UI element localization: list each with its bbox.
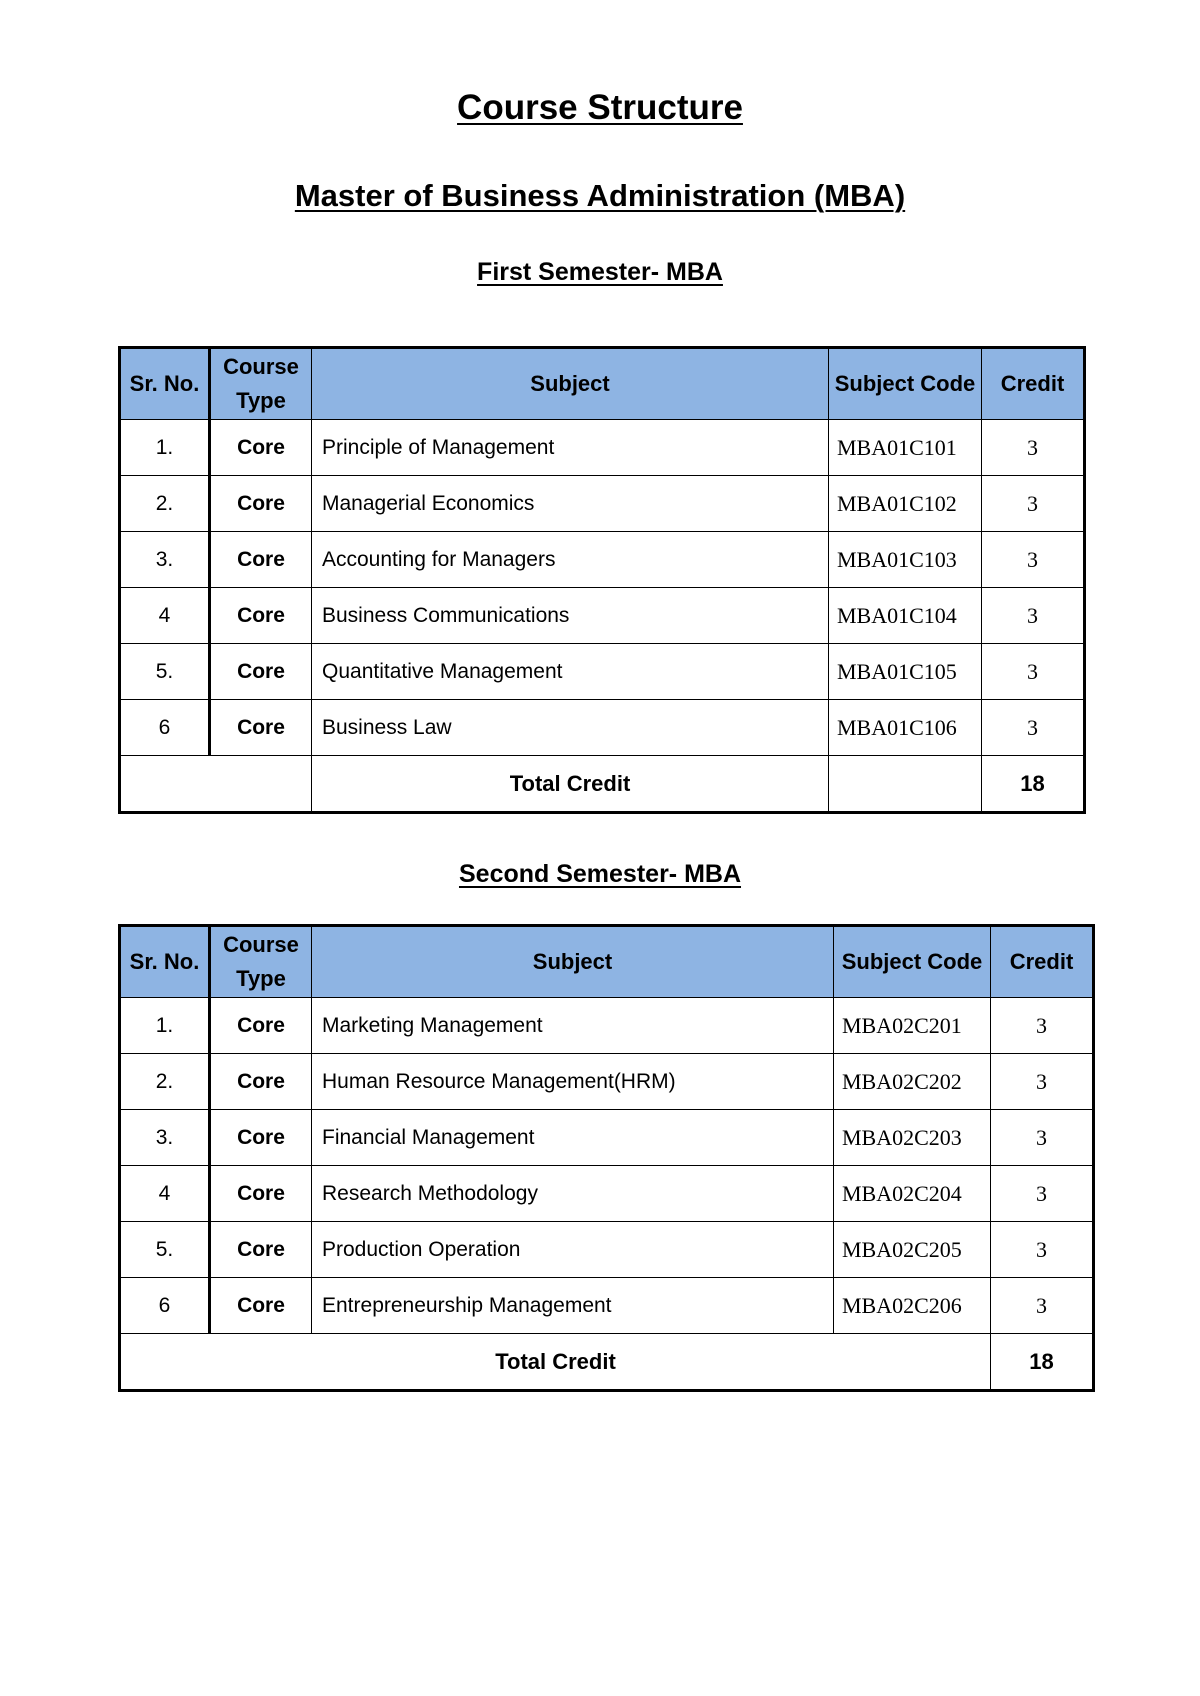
sr-no-cell: 5. bbox=[120, 644, 210, 700]
sr-no-cell: 6 bbox=[120, 700, 210, 756]
sr-no-cell: 2. bbox=[120, 1054, 210, 1110]
table-row bbox=[120, 1110, 1094, 1166]
course-type-cell: Core bbox=[210, 1278, 312, 1334]
course-type-cell: Core bbox=[210, 420, 312, 476]
credit-cell: 3 bbox=[982, 532, 1085, 588]
table-row bbox=[120, 420, 1085, 476]
subject-cell: Production Operation bbox=[312, 1222, 834, 1278]
subject-code-cell: MBA01C103 bbox=[829, 532, 982, 588]
course-type-cell: Core bbox=[210, 1054, 312, 1110]
subject-cell: Principle of Management bbox=[312, 420, 829, 476]
total-credit-label: Total Credit bbox=[120, 1334, 991, 1391]
sr-no-cell: 5. bbox=[120, 1222, 210, 1278]
credit-cell: 3 bbox=[991, 1278, 1094, 1334]
total-credit-value: 18 bbox=[991, 1334, 1094, 1391]
table-row bbox=[120, 532, 1085, 588]
credit-cell: 3 bbox=[982, 700, 1085, 756]
table-row bbox=[120, 1166, 1094, 1222]
course-type-cell: Core bbox=[210, 1110, 312, 1166]
course-type-cell: Core bbox=[210, 476, 312, 532]
header-subject-code: Subject Code bbox=[834, 926, 991, 998]
header-sr-no: Sr. No. bbox=[120, 348, 210, 420]
credit-cell: 3 bbox=[991, 998, 1094, 1054]
program-title: Master of Business Administration (MBA) bbox=[294, 178, 906, 213]
total-credit-label: Total Credit bbox=[312, 756, 829, 813]
table-header-row bbox=[120, 926, 1094, 998]
credit-cell: 3 bbox=[982, 644, 1085, 700]
table-row bbox=[120, 998, 1094, 1054]
subject-code-cell: MBA01C105 bbox=[829, 644, 982, 700]
subject-code-cell: MBA02C204 bbox=[834, 1166, 991, 1222]
total-empty-cell bbox=[829, 756, 982, 813]
subject-cell: Accounting for Managers bbox=[312, 532, 829, 588]
table-row bbox=[120, 1222, 1094, 1278]
subject-cell: Business Law bbox=[312, 700, 829, 756]
course-type-cell: Core bbox=[210, 1166, 312, 1222]
credit-cell: 3 bbox=[991, 1054, 1094, 1110]
subject-cell: Financial Management bbox=[312, 1110, 834, 1166]
course-type-cell: Core bbox=[210, 588, 312, 644]
header-credit: Credit bbox=[991, 926, 1094, 998]
total-credit-value: 18 bbox=[982, 756, 1085, 813]
table-header-row bbox=[120, 348, 1085, 420]
subject-cell: Business Communications bbox=[312, 588, 829, 644]
table-row bbox=[120, 700, 1085, 756]
subject-cell: Managerial Economics bbox=[312, 476, 829, 532]
header-subject-code: Subject Code bbox=[829, 348, 982, 420]
header-course-type: Course Type bbox=[210, 926, 312, 998]
course-type-cell: Core bbox=[210, 532, 312, 588]
total-empty-cell bbox=[120, 756, 312, 813]
page-title: Course Structure bbox=[457, 88, 743, 127]
credit-cell: 3 bbox=[982, 420, 1085, 476]
table-row bbox=[120, 476, 1085, 532]
header-sr-no: Sr. No. bbox=[120, 926, 210, 998]
subject-code-cell: MBA02C202 bbox=[834, 1054, 991, 1110]
total-row bbox=[120, 1334, 1094, 1391]
header-credit: Credit bbox=[982, 348, 1085, 420]
semester-1-heading: First Semester- MBA bbox=[477, 258, 723, 286]
subject-cell: Quantitative Management bbox=[312, 644, 829, 700]
semester-1-table bbox=[118, 346, 1086, 814]
credit-cell: 3 bbox=[991, 1166, 1094, 1222]
semester-2-table bbox=[118, 924, 1095, 1392]
sr-no-cell: 4 bbox=[120, 1166, 210, 1222]
credit-cell: 3 bbox=[991, 1110, 1094, 1166]
sr-no-cell: 6 bbox=[120, 1278, 210, 1334]
header-subject: Subject bbox=[312, 926, 834, 998]
table-row bbox=[120, 1278, 1094, 1334]
credit-cell: 3 bbox=[982, 588, 1085, 644]
subject-code-cell: MBA02C205 bbox=[834, 1222, 991, 1278]
total-row bbox=[120, 756, 1085, 813]
sr-no-cell: 1. bbox=[120, 420, 210, 476]
table-row bbox=[120, 588, 1085, 644]
subject-code-cell: MBA02C203 bbox=[834, 1110, 991, 1166]
sr-no-cell: 1. bbox=[120, 998, 210, 1054]
subject-cell: Research Methodology bbox=[312, 1166, 834, 1222]
course-type-cell: Core bbox=[210, 1222, 312, 1278]
course-type-cell: Core bbox=[210, 700, 312, 756]
subject-cell: Entrepreneurship Management bbox=[312, 1278, 834, 1334]
subject-code-cell: MBA02C201 bbox=[834, 998, 991, 1054]
credit-cell: 3 bbox=[991, 1222, 1094, 1278]
course-type-cell: Core bbox=[210, 644, 312, 700]
sr-no-cell: 3. bbox=[120, 532, 210, 588]
credit-cell: 3 bbox=[982, 476, 1085, 532]
subject-code-cell: MBA01C106 bbox=[829, 700, 982, 756]
sr-no-cell: 4 bbox=[120, 588, 210, 644]
subject-code-cell: MBA01C104 bbox=[829, 588, 982, 644]
table-row bbox=[120, 1054, 1094, 1110]
semester-2-heading: Second Semester- MBA bbox=[458, 860, 742, 888]
table-row bbox=[120, 644, 1085, 700]
subject-code-cell: MBA01C101 bbox=[829, 420, 982, 476]
subject-code-cell: MBA02C206 bbox=[834, 1278, 991, 1334]
header-subject: Subject bbox=[312, 348, 829, 420]
subject-code-cell: MBA01C102 bbox=[829, 476, 982, 532]
sr-no-cell: 2. bbox=[120, 476, 210, 532]
course-type-cell: Core bbox=[210, 998, 312, 1054]
header-course-type: Course Type bbox=[210, 348, 312, 420]
subject-cell: Human Resource Management(HRM) bbox=[312, 1054, 834, 1110]
subject-cell: Marketing Management bbox=[312, 998, 834, 1054]
sr-no-cell: 3. bbox=[120, 1110, 210, 1166]
